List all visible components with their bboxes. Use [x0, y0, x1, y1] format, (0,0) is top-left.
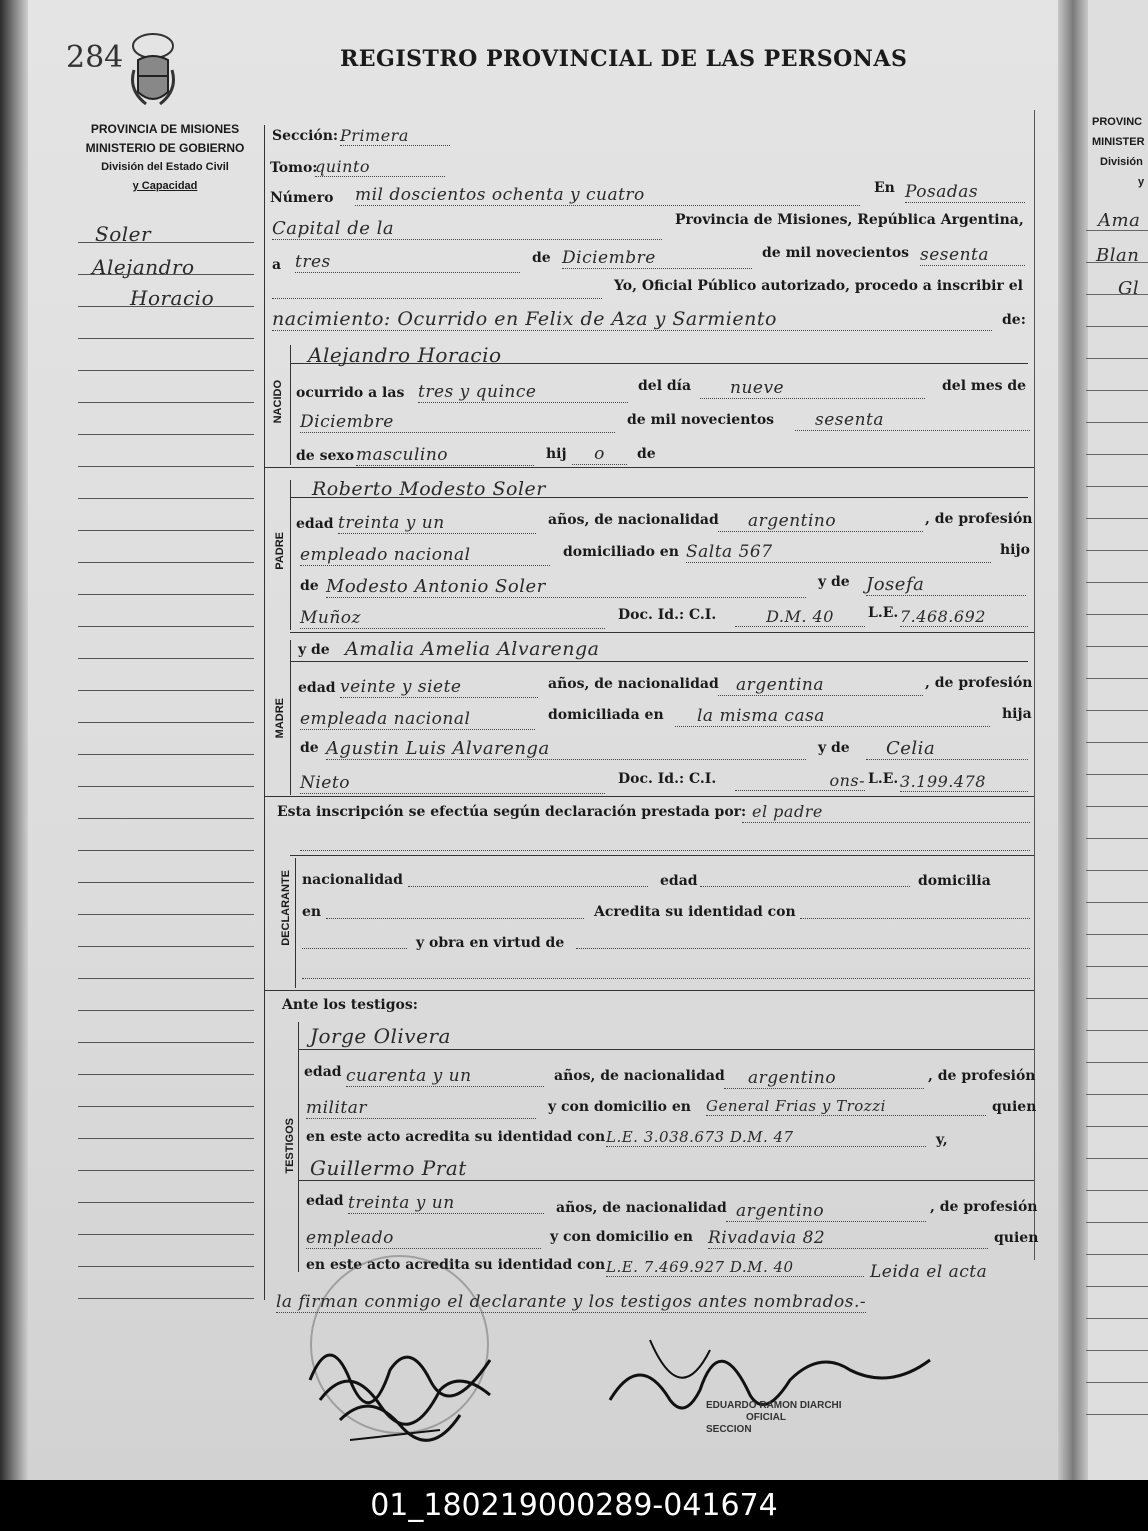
margin-rule	[78, 498, 254, 499]
madre-bottom-line	[264, 796, 1034, 797]
madre-doc-label: Doc. Id.: C.I.	[618, 771, 717, 787]
adjacent-rule	[1086, 1190, 1148, 1191]
adjacent-page	[1088, 0, 1148, 1480]
madre-name-line	[290, 661, 1028, 662]
t1-edad-label: edad	[304, 1064, 342, 1080]
padre-border	[290, 480, 291, 630]
margin-rule	[78, 626, 254, 627]
stamp-line: SECCION	[706, 1424, 752, 1435]
abuelo-paterno: Modesto Antonio Soler	[326, 576, 806, 598]
book-gutter	[1058, 0, 1088, 1480]
adjacent-rule	[1086, 294, 1148, 295]
margin-surname: Soler	[95, 222, 152, 246]
margin-rule	[78, 370, 254, 371]
blank-line	[272, 298, 602, 299]
de-nacido-label: de	[637, 446, 656, 462]
adjacent-rule	[1086, 582, 1148, 583]
adjacent-rule	[1086, 614, 1148, 615]
margin-rule	[78, 946, 254, 947]
adjacent-name-2: Blan	[1096, 245, 1140, 266]
madre-dom-label: domiciliada en	[548, 707, 664, 723]
adjacent-rule	[1086, 774, 1148, 775]
t2-dom-label: y con domicilio en	[550, 1229, 693, 1245]
tomo-label: Tomo:	[270, 160, 318, 176]
official-stamp	[706, 1400, 842, 1436]
adjacent-rule	[1086, 1318, 1148, 1319]
t1-nac-label: años, de nacionalidad	[554, 1068, 725, 1084]
adjacent-rule	[1086, 1254, 1148, 1255]
margin-rule	[78, 402, 254, 403]
form-left-border	[264, 125, 265, 1300]
margin-rule	[78, 1234, 254, 1235]
t2-prof-label: , de profesión	[930, 1199, 1038, 1215]
tomo-value: quinto	[315, 157, 445, 177]
t1-doc: L.E. 3.038.673 D.M. 47	[606, 1128, 926, 1147]
acto-value: nacimiento: Ocurrido en Felix de Aza y Sarmiento	[272, 308, 992, 331]
declarante-bottom-line	[264, 990, 1034, 991]
hij-label: hij	[546, 446, 567, 462]
de-label: de	[532, 250, 551, 266]
adjacent-rule	[1086, 678, 1148, 679]
adjacent-rule	[1086, 1350, 1148, 1351]
adjacent-rule	[1086, 358, 1148, 359]
adjacent-rule	[1086, 262, 1148, 263]
adjacent-name-1: Ama	[1098, 210, 1141, 231]
adjacent-rule	[1086, 486, 1148, 487]
padre-prof-label: , de profesión	[925, 511, 1033, 527]
adjacent-rule	[1086, 742, 1148, 743]
t1-domicilio: General Frias y Trozzi	[706, 1097, 986, 1116]
decl-obra-prefix	[302, 948, 407, 949]
margin-rule	[78, 882, 254, 883]
adjacent-rule	[1086, 806, 1148, 807]
ante-testigos-label: Ante los testigos:	[282, 997, 418, 1013]
adjacent-rule	[1086, 902, 1148, 903]
declaracion-line-2	[300, 850, 1030, 851]
t1-prof-label: , de profesión	[928, 1068, 1036, 1084]
mes-nacimiento: Diciembre	[300, 412, 615, 433]
testigos-section-label: TESTIGOS	[284, 1118, 296, 1174]
t2-profesion: empleado	[306, 1228, 541, 1249]
page-number: 284	[66, 40, 124, 75]
padre-nac-label: años, de nacionalidad	[548, 512, 719, 528]
abuela-paterna-1: Josefa	[866, 574, 1026, 596]
t2-nac-label: años, de nacionalidad	[556, 1200, 727, 1216]
t2-edad-label: edad	[306, 1193, 344, 1209]
abuela-materna-1: Celia	[866, 738, 1028, 760]
hij-value: o	[572, 444, 627, 465]
page-title: REGISTRO PROVINCIAL DE LAS PERSONAS	[340, 46, 908, 72]
t2-quien-label: quien	[994, 1230, 1039, 1246]
adjacent-rule	[1086, 966, 1148, 967]
decl-nacionalidad-label: nacionalidad	[302, 872, 403, 888]
padre-hijo-label: hijo	[1000, 542, 1030, 558]
margin-rule	[78, 978, 254, 979]
abuela-materna-2: Nieto	[300, 773, 605, 794]
adjacent-org-line: División	[1100, 156, 1143, 168]
padre-section-label: PADRE	[274, 532, 286, 570]
margin-rule	[78, 466, 254, 467]
testigo2-nombre: Guillermo Prat	[310, 1156, 467, 1180]
decl-extra-line	[302, 978, 1030, 979]
padre-nombre: Roberto Modesto Soler	[312, 478, 546, 500]
margin-name-2: Horacio	[130, 286, 215, 310]
testigos-border	[298, 1022, 299, 1272]
margin-rule	[78, 434, 254, 435]
adjacent-rule	[1086, 454, 1148, 455]
margin-rule	[78, 1138, 254, 1139]
margin-rule	[78, 658, 254, 659]
madre-de-label: de	[300, 740, 319, 756]
adjacent-rule	[1086, 998, 1148, 999]
margin-rule	[78, 1042, 254, 1043]
padre-profesion: empleado nacional	[300, 545, 550, 566]
madre-nacionalidad: argentina	[718, 675, 923, 696]
t1-y-label: y,	[936, 1132, 948, 1148]
sexo-label: de sexo	[296, 448, 355, 464]
madre-ci: ons-	[735, 771, 865, 791]
adjacent-org-line: y	[1138, 176, 1145, 188]
adjacent-org-line: PROVINC	[1092, 116, 1143, 128]
margin-rule	[78, 1010, 254, 1011]
sexo-value: masculino	[356, 445, 534, 466]
madre-le: 3.199.478	[900, 772, 1028, 792]
margin-rule	[78, 1106, 254, 1107]
adjacent-rule	[1086, 710, 1148, 711]
margin-rule	[78, 754, 254, 755]
adjacent-rule	[1086, 1382, 1148, 1383]
stamp-line: EDUARDO RAMON DIARCHI	[706, 1400, 842, 1411]
cierre-text: la firman conmigo el declarante y los testigos antes nombrados.-	[276, 1292, 867, 1312]
padre-bottom-line	[290, 632, 1034, 633]
margin-rule	[78, 306, 254, 307]
del-dia-label: del día	[638, 378, 692, 394]
form-right-border	[1034, 110, 1035, 1260]
madre-nombre: Amalia Amelia Alvarenga	[345, 638, 600, 660]
hora-nacimiento: tres y quince	[418, 382, 628, 403]
t2-acredita-label: en este acto acredita su identidad con	[306, 1257, 606, 1273]
t1-profesion: militar	[306, 1098, 536, 1119]
decl-acredita-label: Acredita su identidad con	[594, 904, 796, 920]
declarante-border	[295, 858, 296, 988]
t1-edad: cuarenta y un	[346, 1066, 544, 1087]
padre-domicilio: Salta 567	[686, 542, 991, 563]
nacido-name-line	[290, 363, 1028, 364]
margin-rule	[78, 722, 254, 723]
adjacent-rule	[1086, 1094, 1148, 1095]
padre-nacionalidad: argentino	[718, 511, 923, 532]
margin-rule	[78, 1170, 254, 1171]
org-line: y Capacidad	[132, 180, 198, 192]
madre-hija-label: hija	[1002, 706, 1032, 722]
org-block	[70, 120, 260, 196]
padre-le-label: L.E.	[868, 605, 899, 621]
declaracion-line	[290, 855, 1034, 856]
decl-edad-field	[700, 886, 910, 887]
adjacent-rule	[1086, 1414, 1148, 1415]
madre-edad: veinte y siete	[340, 677, 538, 698]
margin-rule	[78, 786, 254, 787]
testigo1-nombre: Jorge Olivera	[310, 1024, 451, 1048]
t1-quien-label: quien	[992, 1099, 1037, 1115]
margin-rule	[78, 562, 254, 563]
padre-le: 7.468.692	[900, 607, 1028, 627]
margin-rule	[78, 530, 254, 531]
adjacent-rule	[1086, 422, 1148, 423]
margin-rule	[78, 594, 254, 595]
mil-novecientos-label: de mil novecientos	[762, 245, 910, 261]
margin-rule	[78, 850, 254, 851]
t1-acredita-label: en este acto acredita su identidad con	[306, 1129, 606, 1145]
decl-nacionalidad-field	[408, 886, 648, 887]
stamp-line: OFICIAL	[746, 1412, 786, 1423]
adjacent-name-3: Gl	[1118, 278, 1140, 299]
adjacent-rule	[1086, 1030, 1148, 1031]
book-binding	[0, 0, 28, 1480]
decl-obra-label: y obra en virtud de	[416, 935, 565, 951]
dia-nacimiento: nueve	[700, 378, 925, 399]
madre-nac-label: años, de nacionalidad	[548, 676, 719, 692]
margin-rule	[78, 818, 254, 819]
madre-yde-label: y de	[298, 642, 330, 658]
adjacent-rule	[1086, 518, 1148, 519]
adjacent-rule	[1086, 934, 1148, 935]
declaracion-text: Esta inscripción se efectúa según declaración prestada por:	[277, 804, 747, 820]
org-line: PROVINCIA DE MISIONES	[90, 122, 240, 136]
margin-name-1: Alejandro	[92, 255, 195, 279]
en-value: Posadas	[905, 182, 1025, 203]
decl-acredita-field	[800, 918, 1030, 919]
testigo1-name-line	[298, 1049, 1034, 1050]
signature-witnesses	[290, 1320, 530, 1454]
adjacent-org-block	[1092, 112, 1145, 192]
adjacent-rule	[1086, 1222, 1148, 1223]
del-mes-label: del mes de	[942, 378, 1027, 394]
madre-edad-label: edad	[298, 680, 336, 696]
capital-value: Capital de la	[272, 218, 662, 240]
ocurrido-label: ocurrido a las	[296, 385, 405, 401]
org-line: MINISTERIO DE GOBIERNO	[85, 141, 245, 155]
madre-le-label: L.E.	[868, 771, 899, 787]
anio-nacimiento: sesenta	[795, 410, 1030, 431]
provincia-text: Provincia de Misiones, República Argentina,	[675, 212, 1024, 228]
dia-registro: tres	[295, 252, 520, 273]
decl-edad-label: edad	[660, 873, 698, 889]
madre-section-label: MADRE	[274, 698, 286, 739]
anio-registro: sesenta	[920, 245, 1025, 266]
madre-prof-label: , de profesión	[925, 675, 1033, 691]
madre-yde2-label: y de	[818, 740, 850, 756]
t2-edad: treinta y un	[348, 1193, 544, 1214]
decl-en-label: en	[302, 904, 322, 920]
padre-doc-label: Doc. Id.: C.I.	[618, 607, 717, 623]
seccion-label: Sección:	[272, 128, 339, 144]
margin-rule	[78, 1202, 254, 1203]
en-label: En	[874, 180, 895, 196]
adjacent-rule	[1086, 326, 1148, 327]
adjacent-rule	[1086, 870, 1148, 871]
adjacent-rule	[1086, 550, 1148, 551]
madre-profesion: empleada nacional	[300, 709, 535, 730]
decl-en-field	[326, 918, 584, 919]
a-label: a	[272, 257, 282, 273]
adjacent-rule	[1086, 1126, 1148, 1127]
mes-registro: Diciembre	[562, 248, 752, 269]
decl-obra-field	[576, 948, 1030, 949]
margin-rule	[78, 338, 254, 339]
adjacent-rule	[1086, 838, 1148, 839]
t2-domicilio: Rivadavia 82	[708, 1228, 988, 1249]
abuela-paterna-2: Muñoz	[300, 608, 605, 629]
margin-rule	[78, 1266, 254, 1267]
adjacent-rule	[1086, 646, 1148, 647]
padre-name-line	[290, 497, 1028, 498]
t1-nacionalidad: argentino	[724, 1068, 924, 1089]
declarante-section-label: DECLARANTE	[280, 870, 292, 946]
t2-nacionalidad: argentino	[726, 1201, 926, 1222]
image-id-footer: 01_180219000289-041674	[0, 1480, 1148, 1531]
margin-rule	[78, 690, 254, 691]
margin-rule	[78, 274, 254, 275]
padre-yde-label: y de	[818, 574, 850, 590]
t2-doc: L.E. 7.469.927 D.M. 40	[606, 1258, 864, 1277]
adjacent-rule	[1086, 1062, 1148, 1063]
de-colon-label: de:	[1002, 312, 1026, 328]
mil-nac-label: de mil novecientos	[627, 412, 775, 428]
adjacent-org-line: MINISTER	[1092, 136, 1145, 148]
margin-rule	[78, 242, 254, 243]
adjacent-rule	[1086, 230, 1148, 231]
margin-rule	[78, 1298, 254, 1299]
adjacent-rule	[1086, 1158, 1148, 1159]
adjacent-rule	[1086, 1286, 1148, 1287]
padre-ci: D.M. 40	[735, 607, 865, 627]
numero-value: mil doscientos ochenta y cuatro	[355, 185, 860, 206]
numero-label: Número	[270, 190, 334, 206]
margin-rule	[78, 914, 254, 915]
coat-of-arms-icon	[128, 30, 178, 114]
abuelo-materno: Agustin Luis Alvarenga	[326, 738, 806, 760]
oficial-text: Yo, Oficial Público autorizado, procedo a inscribir el	[614, 278, 1023, 294]
madre-border	[290, 640, 291, 795]
declaracion-line-1	[742, 822, 1030, 823]
declaracion-value: el padre	[752, 802, 823, 821]
decl-domicilia-label: domicilia	[918, 873, 991, 889]
org-line: División del Estado Civil	[101, 161, 229, 173]
padre-de-label: de	[300, 578, 319, 594]
padre-edad-label: edad	[296, 516, 334, 532]
testigo2-name-line	[298, 1180, 1034, 1181]
t2-leida: Leida el acta	[870, 1262, 988, 1282]
margin-rule	[78, 1074, 254, 1075]
nacido-section-label: NACIDO	[272, 380, 284, 424]
adjacent-rule	[1086, 390, 1148, 391]
nacido-bottom-line	[264, 467, 1034, 468]
t1-dom-label: y con domicilio en	[548, 1099, 691, 1115]
nacido-nombre: Alejandro Horacio	[308, 343, 502, 367]
seccion-value: Primera	[340, 126, 450, 146]
padre-dom-label: domiciliado en	[563, 544, 679, 560]
madre-domicilio: la misma casa	[675, 706, 990, 727]
padre-edad: treinta y un	[338, 513, 536, 534]
